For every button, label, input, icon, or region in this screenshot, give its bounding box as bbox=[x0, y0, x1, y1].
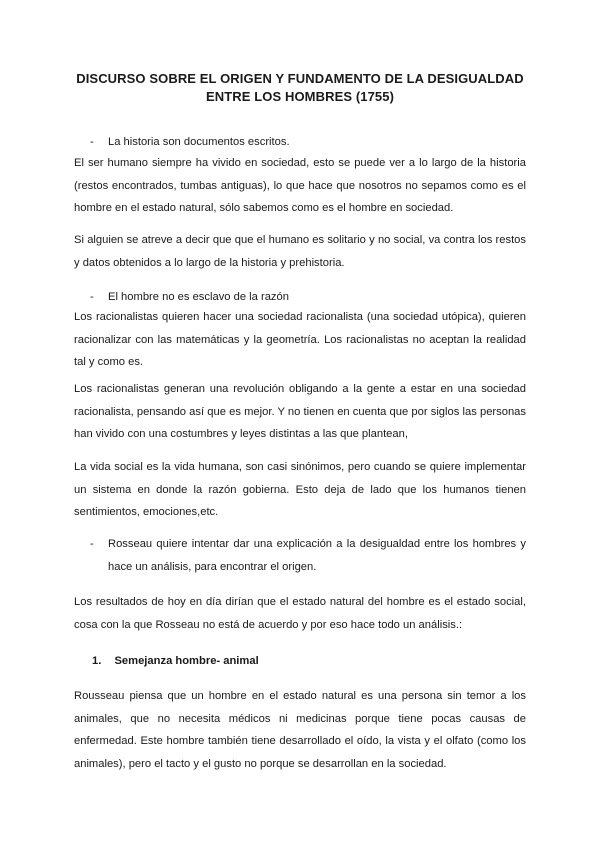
paragraph-4: Los racionalistas generan una revolución obligando a la gente a estar en una sociedad racionalista, pensando así que es mejor. Y no tienen en cuenta que por siglos las personas han vivido con una costumbres y leyes distintas a las que plantean, bbox=[74, 383, 526, 440]
paragraph-2: Si alguien se atreve a decir que que el humano es solitario y no social, va contra los restos y datos obtenidos a lo largo de la historia y prehistoria. bbox=[74, 234, 526, 269]
section-heading-1 bbox=[92, 650, 259, 672]
paragraph-1: El ser humano siempre ha vivido en sociedad, esto se puede ver a lo largo de la historia (restos encontrados, tumbas antiguas), lo que hace que nosotros no sepamos como es el hombre en el estado natural, sólo sabemos como es el hombre en sociedad. bbox=[74, 157, 526, 214]
bullet-text: Rosseau quiere intentar dar una explicación a la desigualdad entre los hombres y hace un análisis, para encontrar el origen. bbox=[108, 538, 526, 573]
paragraph-3: Los racionalistas quieren hacer una sociedad racionalista (una sociedad utópica), quieren racionalizar con las matemáticas y la geometría. Los racionalistas no aceptan la realidad tal y como es. bbox=[74, 311, 526, 368]
bullet-marker: - bbox=[90, 136, 94, 148]
paragraph-6: Los resultados de hoy en día dirían que el estado natural del hombre es el estado social, cosa con la que Rosseau no está de acuerdo y por eso hace todo un análisis.: bbox=[74, 596, 526, 631]
title-line-1: DISCURSO SOBRE EL ORIGEN Y FUNDAMENTO DE LA DESIGUALDAD bbox=[76, 71, 524, 86]
bullet-text: El hombre no es esclavo de la razón bbox=[108, 291, 289, 303]
paragraph-5: La vida social es la vida humana, son casi sinónimos, pero cuando se quiere implementar un sistema en donde la razón gobierna. Esto deja de lado que los humanos tienen sentimientos, emociones,etc. bbox=[74, 461, 526, 518]
bullet-marker: - bbox=[90, 291, 94, 303]
heading-text: Semejanza hombre- animal bbox=[114, 655, 259, 667]
heading-number: 1. bbox=[92, 655, 102, 667]
title-line-2: ENTRE LOS HOMBRES (1755) bbox=[205, 89, 395, 104]
paragraph-7: Rousseau piensa que un hombre en el estado natural es una persona sin temor a los animales, que no necesita médicos ni medicinas porque tiene pocas causas de enfermedad. Este hombre también tiene desarrollado el oído, la vista y el olfato (como los animales), pero el tacto y el gusto no porque se desarrollan en la sociedad. bbox=[74, 690, 526, 770]
bullet-text: La historia son documentos escritos. bbox=[108, 136, 290, 148]
document-title bbox=[60, 70, 540, 106]
bullet-item-3 bbox=[90, 533, 526, 578]
bullet-marker: - bbox=[90, 538, 94, 550]
